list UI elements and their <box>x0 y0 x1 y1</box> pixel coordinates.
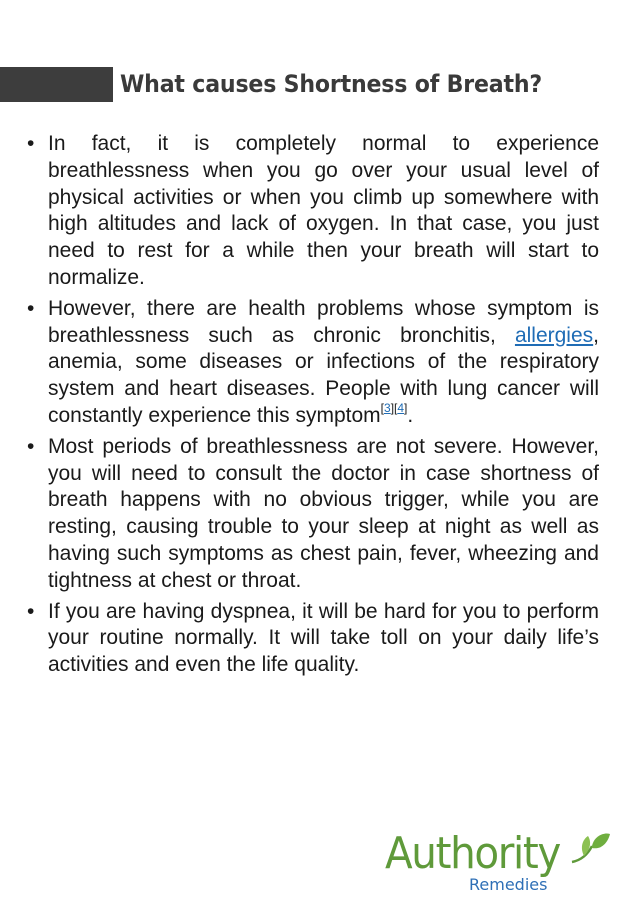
allergies-link[interactable]: allergies <box>514 323 594 347</box>
header-bar <box>0 67 113 102</box>
authority-remedies-logo <box>385 828 615 898</box>
leaf-icon <box>570 832 612 870</box>
citation-link-4[interactable]: 4 <box>397 400 405 415</box>
bullet-dot: • <box>27 599 35 623</box>
citation-link-3[interactable]: 3 <box>384 400 391 415</box>
list-item <box>26 599 599 679</box>
logo-subtitle: Remedies <box>469 875 548 894</box>
page-title: What causes Shortness of Breath? <box>120 70 543 98</box>
bullet-text: If you are having dyspnea, it will be hard for you to perform your routine normally. It will take toll on your daily life’s activities and even the life quality. <box>48 599 599 677</box>
bullet-text <box>48 297 599 427</box>
bullet-text: Most periods of breathlessness are not severe. However, you will need to consult the doctor in case shortness of breath happens with no obvious trigger, while you are resting, causing trouble to your sleep at night as well as having such symptoms as chest pain, fever, wheezing and tightness at chest or throat. <box>48 434 599 592</box>
bullet-text-part: However, there are health problems whose symptom is breathlessness such as chronic bronchitis, <box>48 296 599 347</box>
bullet-dot: • <box>27 434 35 458</box>
bullet-text: In fact, it is completely normal to experience breathlessness when you go over your usual level of physical activities or when you climb up somewhere with high altitudes and lack of oxygen. In that case, you just need to rest for a while then your breath will start to normalize. <box>48 132 599 289</box>
bullet-text-part: , anemia, some diseases or infections of the respiratory system and heart diseases. People with lung cancer will constantly experience this symptom <box>48 323 599 427</box>
bullet-text-end: . <box>407 403 414 427</box>
list-item <box>26 434 599 595</box>
bullet-dot: • <box>27 132 35 155</box>
bullet-dot: • <box>27 296 35 320</box>
logo-wordmark: Authority <box>385 828 560 879</box>
citation-refs: [3][4] <box>380 400 408 415</box>
list-item <box>26 296 599 430</box>
list-item <box>26 131 599 292</box>
bullet-list <box>26 131 599 683</box>
